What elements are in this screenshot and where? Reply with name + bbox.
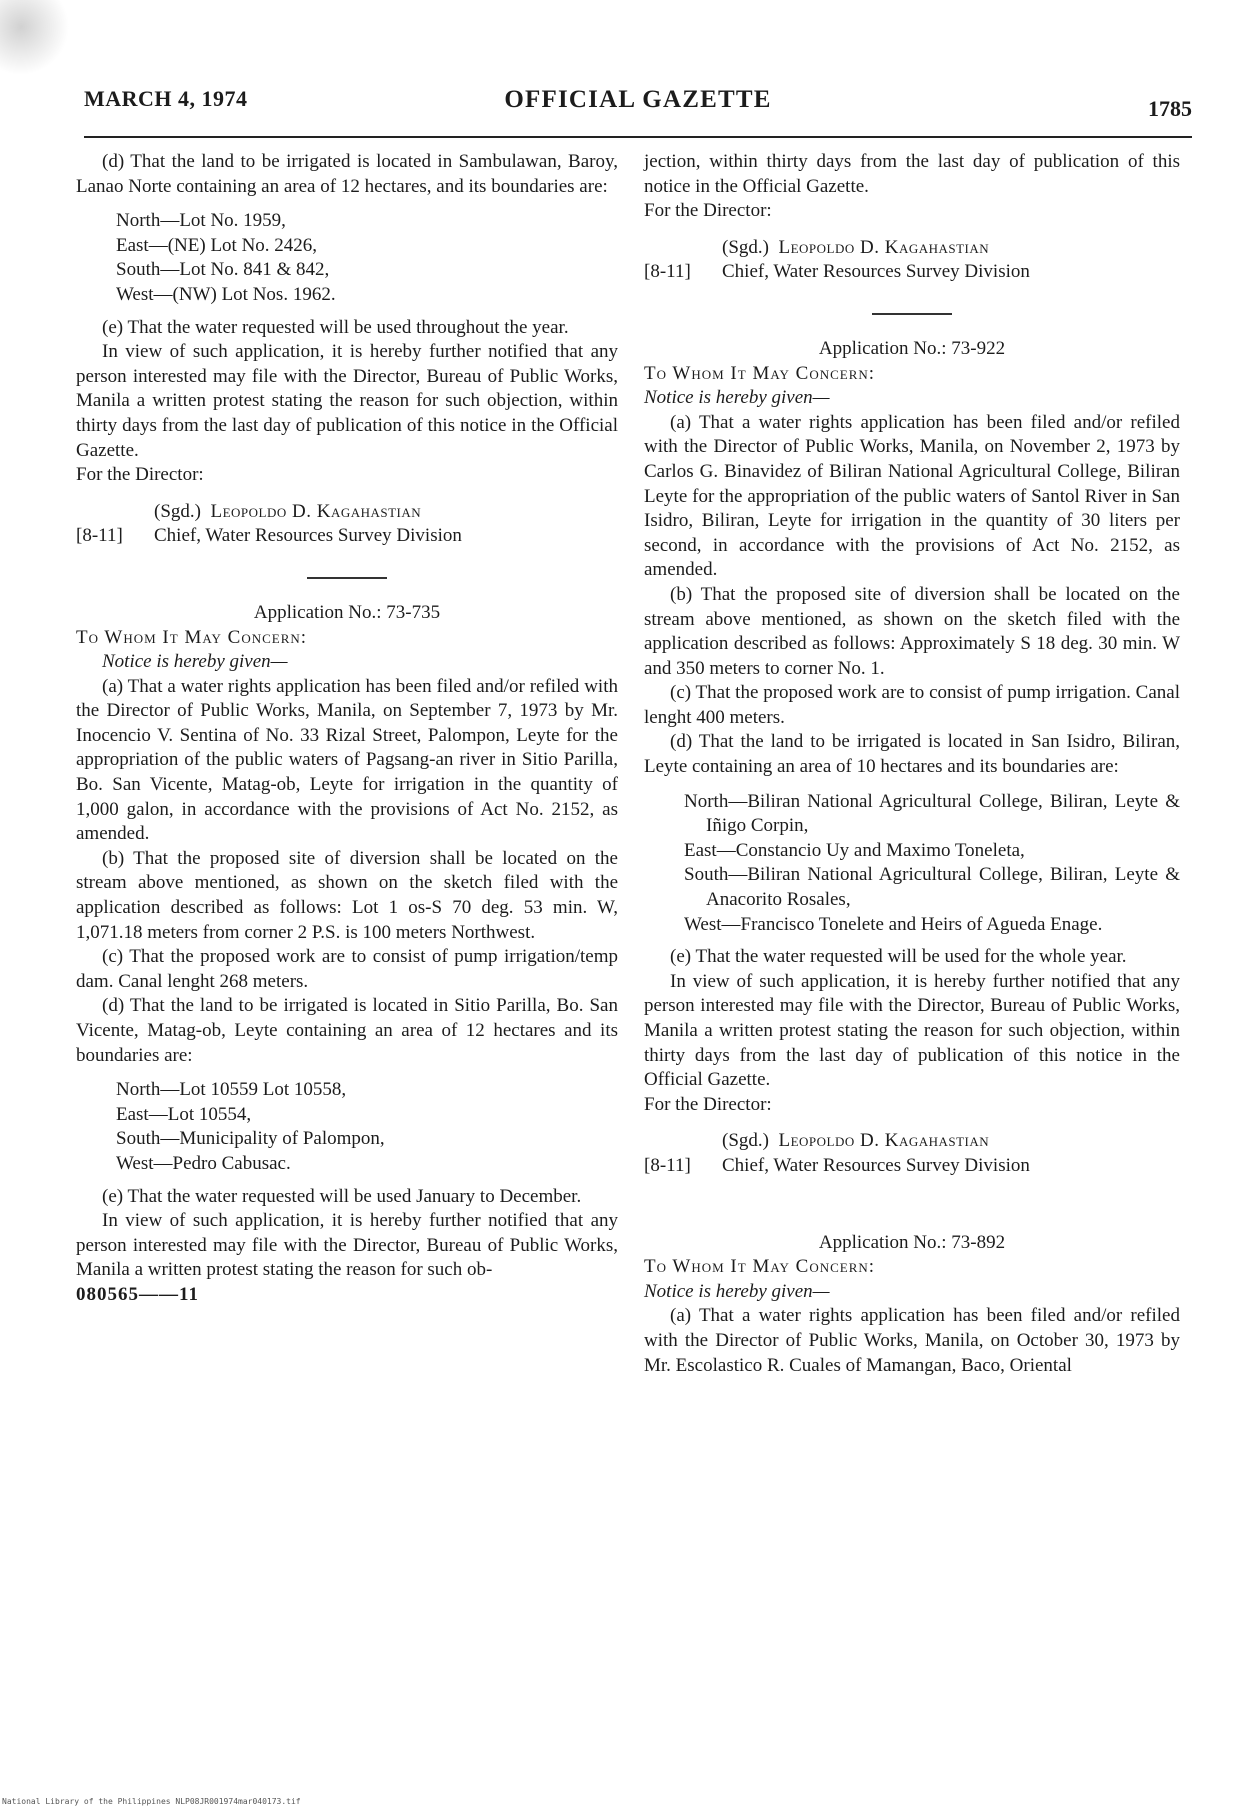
- notice-given: Notice is hereby given—: [102, 651, 288, 673]
- sgd: (Sgd.): [722, 236, 769, 258]
- boundary-line: South—Municipality of Palompon,: [116, 1128, 385, 1150]
- boundary-line: North—Lot 10559 Lot 10558,: [116, 1079, 347, 1101]
- app3-e: (e) That the water requested will be used for the whole year.: [670, 946, 1127, 968]
- right-continuation: jection, within thirty days from the last day of publication of this notice in the Official Gazette.: [644, 151, 1180, 197]
- boundary-line: North—Biliran National Agricultural College, Biliran, Leyte & Iñigo Corpin,: [684, 790, 1180, 837]
- notice-ref: [8-11]: [76, 525, 123, 547]
- signature-block: [644, 1129, 1180, 1178]
- for-director: For the Director:: [644, 1093, 772, 1115]
- notice-ref: [8-11]: [644, 1154, 691, 1176]
- scan-speckle: [0, 0, 70, 90]
- app3-d: (d) That the land to be irrigated is located in San Isidro, Biliran, Leyte containing an area of 10 hectares and its boundaries are:: [644, 731, 1180, 778]
- boundary-line: West—Francisco Tonelete and Heirs of Agueda Enage.: [684, 913, 1103, 935]
- boundary-line: North—Lot No. 1959,: [116, 210, 286, 232]
- header-title: OFFICIAL GAZETTE: [504, 86, 772, 113]
- application-number: Application No.: 73-892: [818, 1231, 1006, 1253]
- app3-view: In view of such application, it is hereby further notified that any person interested may file with the Director, Bureau of Public Works, Manila a written protest stating the reason for such objection, within thirty days from the last day of publication of this notice in the Official Gazette.: [644, 970, 1180, 1091]
- page-header: [84, 86, 1192, 126]
- sgd: (Sgd.): [722, 1130, 769, 1152]
- boundary-line: South—Biliran National Agricultural College, Biliran, Leyte & Anacorito Rosales,: [684, 864, 1180, 911]
- notice-given: Notice is hereby given—: [644, 387, 830, 409]
- left-d-intro: (d) That the land to be irrigated is located in Sambulawan, Baroy, Lanao Norte containing an area of 12 hectares, and its boundaries are:: [76, 151, 618, 197]
- to-whom-heading: To Whom It May Concern:: [644, 1256, 876, 1278]
- for-director: For the Director:: [76, 464, 204, 486]
- for-director: For the Director:: [644, 200, 772, 222]
- app2-b: (b) That the proposed site of diversion shall be located on the stream above mentioned, as shown on the sketch filed with the application described as follows: Lot 1 os-S 70 deg. 53 min. W, 1,071.18 meters from corner 2 P.S. is 100 meters Northwest.: [76, 847, 618, 943]
- scan-source-note: National Library of the Philippines NLP08JR001974mar040173.tif: [2, 1797, 301, 1806]
- signer-name: Leopoldo D. Kagahastian: [210, 500, 422, 522]
- to-whom-heading: To Whom It May Concern:: [76, 626, 308, 648]
- section-divider: [307, 577, 387, 579]
- signer-name: Leopoldo D. Kagahastian: [778, 236, 990, 258]
- app2-view: In view of such application, it is hereby further notified that any person interested may file with the Director, Bureau of Public Works, Manila a written protest stating the reason for such ob-: [76, 1210, 618, 1281]
- signer-title: Chief, Water Resources Survey Division: [154, 525, 462, 547]
- signature-block: [76, 500, 618, 549]
- app3-c: (c) That the proposed work are to consist of pump irrigation. Canal lenght 400 meters.: [644, 682, 1180, 728]
- app2-d: (d) That the land to be irrigated is located in Sitio Parilla, Bo. San Vicente, Matag-ob, Leyte containing an area of 12 hectares and its boundaries are:: [76, 995, 618, 1066]
- print-code: 080565——11: [76, 1283, 199, 1305]
- to-whom-heading: To Whom It May Concern:: [644, 362, 876, 384]
- boundary-line: West—Pedro Cabusac.: [116, 1152, 291, 1174]
- boundary-line: East—(NE) Lot No. 2426,: [116, 234, 318, 256]
- notice-given: Notice is hereby given—: [644, 1280, 830, 1302]
- app4-a: (a) That a water rights application has been filed and/or refiled with the Director of Public Works, Manila, on October 30, 1973 by Mr. Escolastico R. Cuales of Mamangan, Baco, Oriental: [644, 1305, 1180, 1376]
- right-column: [644, 150, 1180, 1378]
- boundary-line: East—Lot 10554,: [116, 1103, 252, 1125]
- app3-a: (a) That a water rights application has been filed and/or refiled with the Director of Public Works, Manila, on November 2, 1973 by Carlos G. Binavidez of Biliran National Agricultural College, Biliran Leyte for the appropriation of the public waters of Santol River in San Isidro, Biliran, Leyte for irrigation in the quantity of 30 liters per second, in accordance with the provisions of Act No. 2152, as amended.: [644, 411, 1180, 581]
- sgd: (Sgd.): [154, 500, 201, 522]
- signature-block: [644, 236, 1180, 285]
- signer-name: Leopoldo D. Kagahastian: [778, 1130, 990, 1152]
- section-divider: [872, 313, 952, 315]
- app2-boundaries: [116, 1078, 618, 1176]
- app3-boundaries: [684, 790, 1180, 938]
- boundary-line: West—(NW) Lot Nos. 1962.: [116, 283, 336, 305]
- signer-title: Chief, Water Resources Survey Division: [722, 1154, 1030, 1176]
- left-column: [76, 150, 618, 1308]
- left-boundaries: [116, 209, 618, 307]
- header-date: MARCH 4, 1974: [84, 86, 248, 111]
- boundary-line: East—Constancio Uy and Maximo Toneleta,: [684, 839, 1025, 861]
- app3-b: (b) That the proposed site of diversion shall be located on the stream above mentioned, as shown on the sketch filed with the application described as follows: Approximately S 18 deg. 30 min. W and 350 meters to corner No. 1.: [644, 583, 1180, 679]
- application-number: Application No.: 73-735: [253, 601, 441, 623]
- application-number: Application No.: 73-922: [818, 337, 1006, 359]
- notice-ref: [8-11]: [644, 261, 691, 283]
- header-page-number: 1785: [1148, 96, 1192, 121]
- signer-title: Chief, Water Resources Survey Division: [722, 261, 1030, 283]
- boundary-line: South—Lot No. 841 & 842,: [116, 259, 330, 281]
- header-rule: [84, 136, 1192, 138]
- app2-a: (a) That a water rights application has been filed and/or refiled with the Director of Public Works, Manila, on September 7, 1973 by Mr. Inocencio V. Sentina of No. 33 Rizal Street, Palompon, Leyte for the appropriation of the public waters of Pagsang-an river in Sitio Parilla, Bo. San Vicente, Matag-ob, Leyte for irrigation in the quantity of 1,000 galon, in accordance with the provisions of Act No. 2152, as amended.: [76, 675, 618, 845]
- left-e: (e) That the water requested will be used throughout the year.: [102, 316, 569, 338]
- app2-c: (c) That the proposed work are to consist of pump irrigation/temp dam. Canal lenght 268 meters.: [76, 946, 618, 992]
- left-view: In view of such application, it is hereby further notified that any person interested may file with the Director, Bureau of Public Works, Manila a written protest stating the reason for such objection, within thirty days from the last day of publication of this notice in the Official Gazette.: [76, 341, 618, 461]
- app2-e: (e) That the water requested will be used January to December.: [102, 1185, 582, 1207]
